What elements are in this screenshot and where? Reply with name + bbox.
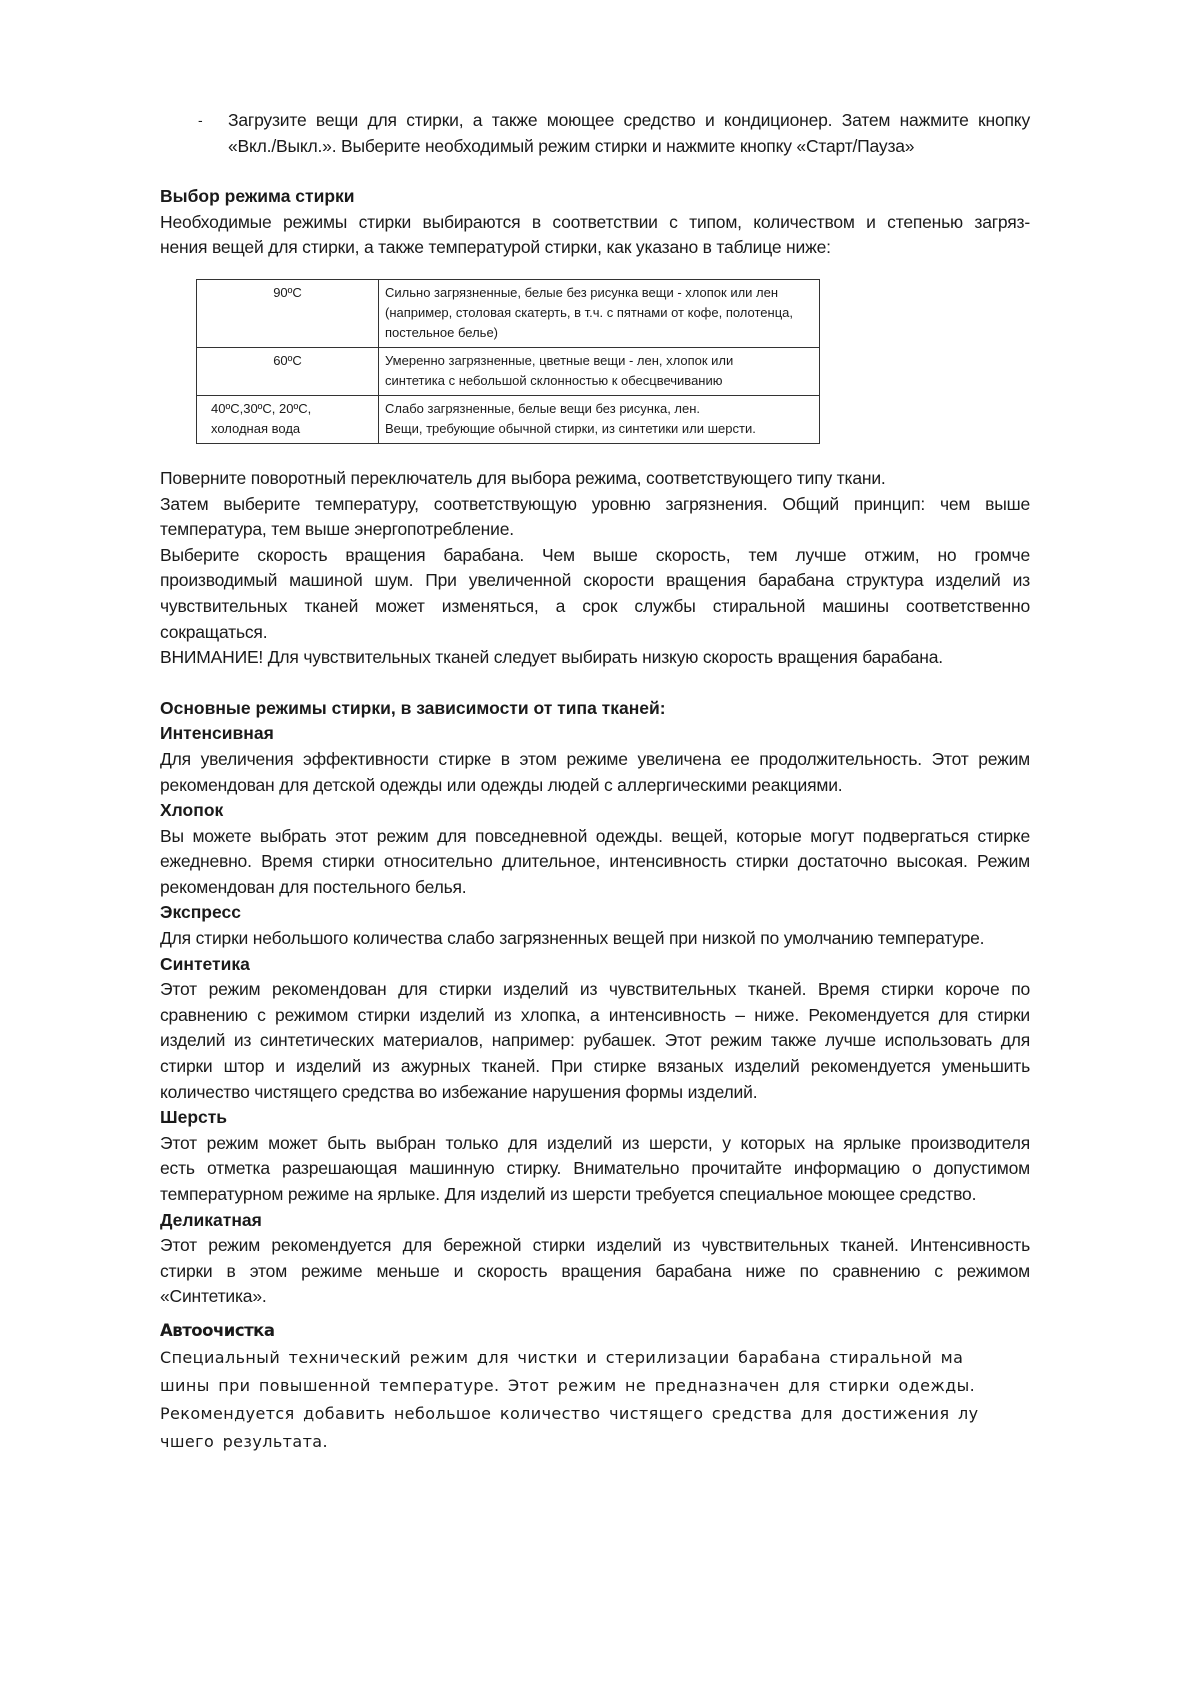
description-line: Сильно загрязненные, белые без рисунка вещи - хлопок или лен — [385, 284, 779, 300]
paragraph — [160, 926, 1030, 952]
text-line: изделий из синтетических материалов, например: рубашек. Этот режим также лучше использовать для — [160, 1030, 1030, 1051]
text-line: количество чистящего средства во избежание нарушения формы изделий. — [160, 1081, 758, 1102]
text-line: сокращаться. — [160, 621, 268, 642]
temperature-label: 60ºC — [273, 352, 302, 368]
temperature-cell — [197, 395, 379, 443]
autoclean-section — [160, 1318, 1030, 1456]
text-line: Этот режим рекомендован для стирки изделий из чувствительных тканей. Время стирки короче по — [160, 979, 1030, 1000]
text-line: Для стирки небольшого количества слабо загрязненных вещей при низкой по умолчанию температуре. — [160, 928, 985, 949]
section-heading: Основные режимы стирки, в зависимости от типа тканей: — [160, 697, 666, 718]
description-cell — [379, 347, 820, 395]
text-line: температурном режиме на ярлыке. Для изделий из шерсти требуется специальное моющее средство. — [160, 1184, 977, 1204]
temperature-cell — [197, 347, 379, 395]
text-line: шины при повышенной температуре. Этот режим не предназначен для стирки одежды. — [160, 1375, 976, 1395]
text-line: Затем выберите температуру, соответствующую уровню загрязнения. Общий принцип: чем выше — [160, 493, 1030, 514]
temperature-cell — [197, 279, 379, 347]
temperature-label: 90ºC — [273, 284, 302, 300]
temperature-table — [196, 279, 820, 444]
text-line: температура, тем выше энергопотребление. — [160, 519, 514, 540]
paragraph — [160, 977, 1030, 1105]
autoclean-paragraph — [160, 1344, 1030, 1456]
bullet-marker: - — [198, 112, 203, 128]
section-heading: Выбор режима стирки — [160, 186, 355, 207]
section-heading: Автоочистка — [160, 1320, 275, 1340]
text-line: Вы можете выбрать этот режим для повседневной одежды. вещей, которые могут подвергаться стирке — [160, 825, 1030, 846]
description-cell — [379, 395, 820, 443]
table-row — [197, 347, 820, 395]
paragraph — [160, 645, 1030, 671]
description-line: постельное белье) — [385, 324, 499, 340]
text-line: Поверните поворотный переключатель для выбора режима, соответствующего типу ткани. — [160, 467, 886, 488]
spacer — [160, 671, 1030, 696]
text-line: «Вкл./Выкл.». Выберите необходимый режим стирки и нажмите кнопку «Старт/Пауза» — [228, 135, 915, 156]
text-line: производимый машиной шум. При увеличенной скорости вращения барабана структура изделий из — [160, 570, 1030, 591]
paragraph — [160, 824, 1030, 901]
paragraph — [160, 1131, 1030, 1208]
text-line: Загрузите вещи для стирки, а также моющее средство и кондиционер. Затем нажмите кнопку — [228, 110, 1030, 130]
spacer — [160, 159, 1030, 184]
paragraph — [160, 210, 1030, 261]
section-heading: Экспресс — [160, 902, 241, 923]
text-line: Специальный технический режим для чистки и стерилизации барабана стиральной ма — [160, 1347, 964, 1367]
text-line: Этот режим рекомендуется для бережной стирки изделий из чувствительных тканей. Интенсивность — [160, 1235, 1030, 1256]
paragraph — [160, 1233, 1030, 1310]
description-line: Слабо загрязненные, белые вещи без рисунка, лен. — [385, 400, 701, 416]
section-heading: Деликатная — [160, 1209, 262, 1230]
description-line: (например, столовая скатерть, в т.ч. с пятнами от кофе, полотенца, — [385, 304, 793, 320]
document-body — [160, 108, 1030, 1310]
section-heading: Шерсть — [160, 1107, 228, 1128]
text-line: чувствительных тканей может изменяться, а срок службы стиральной машины соответственно — [160, 595, 1030, 616]
text-line: Выберите скорость вращения барабана. Чем выше скорость, тем лучше отжим, но громче — [160, 544, 1030, 565]
description-line: Умеренно загрязненные, цветные вещи - лен, хлопок или — [385, 352, 734, 368]
paragraph — [160, 543, 1030, 645]
temperature-label: холодная вода — [211, 420, 301, 436]
description-line: Вещи, требующие обычной стирки, из синтетики или шерсти. — [385, 420, 756, 436]
text-line: сравнению с режимом стирки изделий из хлопка, а интенсивность – ниже. Рекомендуется для стирки — [160, 1004, 1030, 1025]
table-row — [197, 279, 820, 347]
text-line: ВНИМАНИЕ! Для чувствительных тканей следует выбирать низкую скорость вращения барабана. — [160, 647, 943, 668]
text-line: есть отметка разрешающая машинную стирку. Внимательно прочитайте информацию о допустимом — [160, 1158, 1030, 1179]
text-line: Для увеличения эффективности стирке в этом режиме увеличена ее продолжительность. Этот режим — [160, 748, 1030, 769]
text-line: рекомендован для детской одежды или одежды людей с аллергическими реакциями. — [160, 774, 843, 795]
text-line: чшего результата. — [160, 1431, 328, 1451]
document-page — [160, 108, 1030, 1456]
text-line: Этот режим может быть выбран только для изделий из шерсти, у которых на ярлыке производителя — [160, 1132, 1030, 1153]
text-line: Рекомендуется добавить небольшое количество чистящего средства для достижения лу — [160, 1403, 979, 1423]
section-heading: Интенсивная — [160, 723, 274, 744]
section-heading: Хлопок — [160, 800, 224, 821]
text-line: нения вещей для стирки, а также температурой стирки, как указано в таблице ниже: — [160, 237, 831, 258]
paragraph — [160, 466, 1030, 492]
section-heading: Синтетика — [160, 953, 250, 974]
text-line: стирки штор и изделий из ажурных тканей. При стирке вязаных изделий рекомендуется уменьшить — [160, 1056, 1030, 1077]
description-cell — [379, 279, 820, 347]
text-line: рекомендован для постельного белья. — [160, 876, 467, 897]
paragraph — [160, 492, 1030, 543]
table-row — [197, 395, 820, 443]
temperature-label: 40ºC,30ºC, 20ºC, — [211, 400, 312, 416]
description-line: синтетика с небольшой склонностью к обесцвечиванию — [385, 372, 723, 388]
text-line: ежедневно. Время стирки относительно длительное, интенсивность стирки достаточно высокая. Режим — [160, 851, 1030, 872]
text-line: Необходимые режимы стирки выбираются в соответствии с типом, количеством и степенью загряз- — [160, 211, 1030, 232]
bullet-item — [160, 108, 1030, 159]
paragraph — [160, 747, 1030, 798]
text-line: «Синтетика». — [160, 1286, 267, 1307]
text-line: стирки в этом режиме меньше и скорость вращения барабана ниже по сравнению с режимом — [160, 1260, 1030, 1281]
